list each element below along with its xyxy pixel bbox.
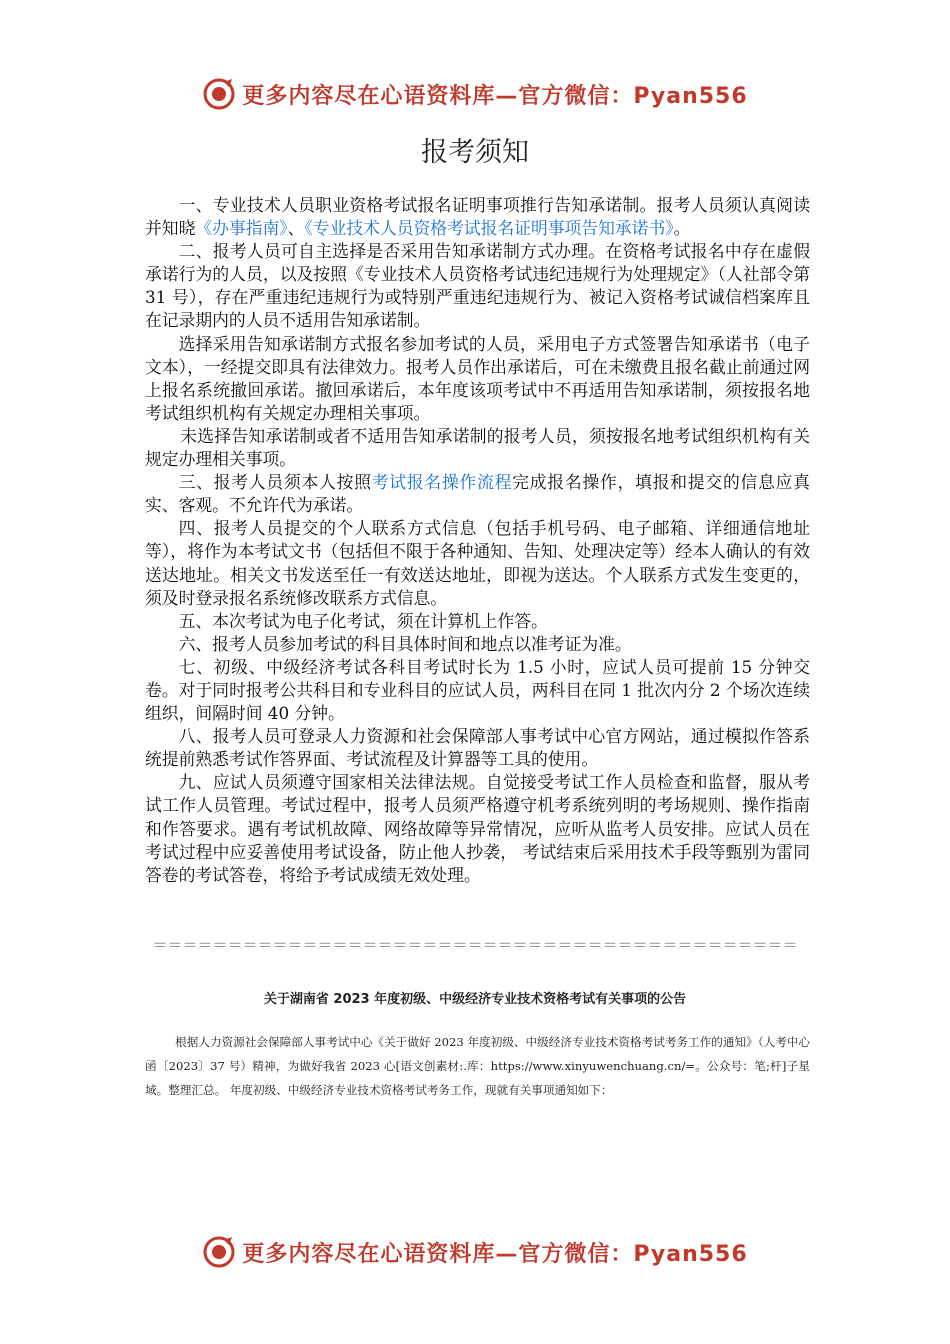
brand-logo-icon (202, 1235, 236, 1269)
notice-body (145, 194, 810, 887)
paragraph-text: 三、报考人员须本人按照 (178, 472, 372, 493)
paragraph-text: 完成报名操作，填报和提交的信息应真实、客观。不允许代为承诺。 (145, 472, 810, 516)
paragraph-7: 五、本次考试为电子化考试，须在计算机上作答。 (178, 610, 548, 631)
paragraph-10: 八、报考人员可登录人力资源和社会保障部人事考试中心官方网站，通过模拟作答系统提前熟悉考试作答界面、考试流程及计算器等工具的使用。 (145, 726, 810, 770)
footer-banner (0, 1232, 950, 1272)
paragraph-5 (145, 471, 810, 517)
paragraph-9: 七、初级、中级经济考试各科目考试时长为 1.5 小时，应试人员可提前 15 分钟交卷。对于同时报考公共科目和专业科目的应试人员，两科目在同 1 批次内分 2 个场次连续组织，间隔时间 40 分钟。 (145, 656, 810, 724)
banner-text: 更多内容尽在心语资料库—官方微信：Pyan556 (242, 1241, 748, 1267)
announcement-paragraph: 根据人力资源社会保障部人事考试中心《关于做好 2023 年度初级、中级经济专业技术资格考试考务工作的通知》（人考中心函〔2023〕37 号）精神，为做好我省 2023 心[语文创素材:.库：https://www.xinyuwenchuang.cn/=。公众号：笔;杆]子星域。整理汇总。 年度初级、中级经济专业技术资格考试考务工作，现就有关事项通知如下： (145, 1035, 810, 1097)
paragraph-6: 四、报考人员提交的个人联系方式信息（包括手机号码、电子邮箱、详细通信地址等），将作为本考试文书（包括但不限于各种通知、告知、处理决定等）经本人确认的有效送达地址。相关文书发送至任一有效送达地址，即视为送达。个人联系方式发生变更的，须及时登录报名系统修改联系方式信息。 (145, 518, 810, 608)
header-banner (0, 74, 950, 114)
announcement-body (145, 1030, 810, 1102)
announcement-title: 关于湖南省 2023 年度初级、中级经济专业技术资格考试有关事项的公告 (263, 992, 687, 1007)
paragraph-text: 。 (673, 218, 691, 239)
brand-logo-icon (202, 77, 236, 111)
paragraph-2: 二、报考人员可自主选择是否采用告知承诺制方式办理。在资格考试报名中存在虚假承诺行为的人员，以及按照《专业技术人员资格考试违纪违规行为处理规定》（人社部令第 31 号），存在严重违纪违规行为或特别严重违纪违规行为、被记入资格考试诚信档案库且在记录期内的人员不适用告知承诺制。 (145, 241, 810, 331)
paragraph-text: 一、专业技术人员职业资格考试报名证明事项推行告知承诺制。报考人员须认真阅读并知晓 (145, 195, 810, 239)
page-title: 报考须知 (421, 137, 529, 168)
paragraph-8: 六、报考人员参加考试的科目具体时间和地点以准考证为准。 (178, 633, 632, 654)
paragraph-1 (145, 194, 810, 240)
paragraph-11: 九、应试人员须遵守国家相关法律法规。自觉接受考试工作人员检查和监督，服从考试工作人员管理。考试过程中，报考人员须严格遵守机考系统列明的考场规则、操作指南和作答要求。遇有考试机故障、网络故障等异常情况，应听从监考人员安排。应试人员在考试过程中应妥善使用考试设备，防止他人抄袭， 考试结束后采用技术手段等甄别为雷同答卷的考试答卷，将给予考试成绩无效处理。 (145, 772, 810, 885)
section-divider: ＝＝＝＝＝＝＝＝＝＝＝＝＝＝＝＝＝＝＝＝＝＝＝＝＝＝＝＝＝＝＝＝＝＝＝＝＝＝＝＝＝＝＝ (152, 936, 798, 954)
registration-process-link[interactable]: 考试报名操作流程 (371, 472, 513, 493)
paragraph-4: 未选择告知承诺制或者不适用告知承诺制的报考人员，须按报名地考试组织机构有关规定办理相关事项。 (145, 425, 810, 470)
paragraph-3: 选择采用告知承诺制方式报名参加考试的人员，采用电子方式签署告知承诺书（电子文本），一经提交即具有法律效力。报考人员作出承诺后，可在未缴费且报名截止前通过网上报名系统撤回承诺。撤回承诺后，本年度该项考试中不再适用告知承诺制，须按报名地考试组织机构有关规定办理相关事项。 (145, 333, 810, 423)
guide-link[interactable]: 《办事指南》 (195, 218, 288, 239)
banner-text: 更多内容尽在心语资料库—官方微信：Pyan556 (242, 83, 748, 109)
paragraph-text: 、 (287, 218, 305, 239)
commitment-letter-link[interactable]: 《专业技术人员资格考试报名证明事项告知承诺书》 (304, 218, 674, 239)
